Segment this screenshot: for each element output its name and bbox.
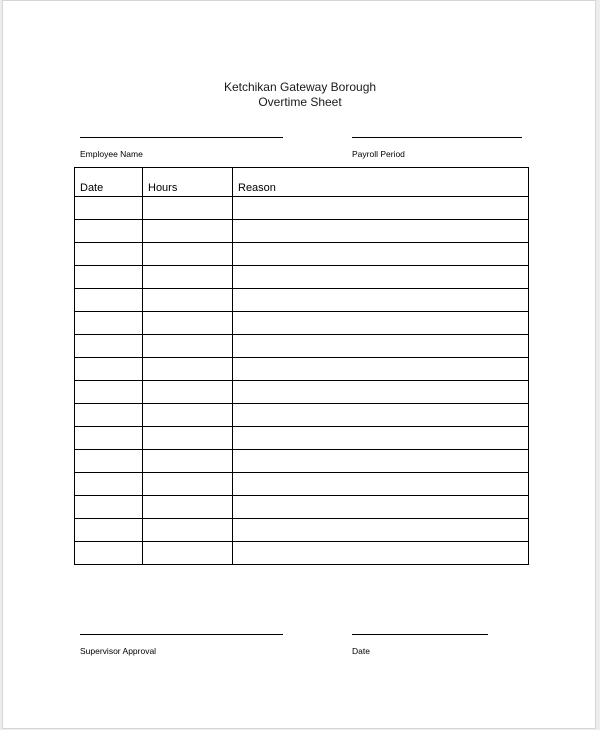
hours-cell[interactable] (143, 404, 233, 427)
overtime-table (74, 167, 529, 565)
reason-cell[interactable] (233, 427, 529, 450)
date-cell[interactable] (75, 427, 143, 450)
reason-cell[interactable] (233, 197, 529, 220)
date-cell[interactable] (75, 450, 143, 473)
table-row (75, 450, 529, 473)
hours-cell[interactable] (143, 243, 233, 266)
date-cell[interactable] (75, 473, 143, 496)
reason-cell[interactable] (233, 381, 529, 404)
date-cell[interactable] (75, 496, 143, 519)
hours-cell[interactable] (143, 496, 233, 519)
table-row (75, 381, 529, 404)
approval-date-label: Date (352, 646, 370, 656)
column-header-hours: Hours (143, 168, 233, 197)
payroll-period-line[interactable] (352, 137, 522, 138)
form-title: Overtime Sheet (258, 95, 342, 109)
hours-cell[interactable] (143, 519, 233, 542)
table-row (75, 289, 529, 312)
table-header-row (75, 168, 529, 197)
table-row (75, 427, 529, 450)
table-row (75, 335, 529, 358)
hours-cell[interactable] (143, 358, 233, 381)
column-header-reason: Reason (233, 168, 529, 197)
reason-cell[interactable] (233, 450, 529, 473)
table-row (75, 266, 529, 289)
reason-cell[interactable] (233, 496, 529, 519)
employee-name-line[interactable] (80, 137, 283, 138)
table-row (75, 519, 529, 542)
hours-cell[interactable] (143, 381, 233, 404)
hours-cell[interactable] (143, 542, 233, 565)
organization-title: Ketchikan Gateway Borough (223, 80, 377, 94)
table-row (75, 542, 529, 565)
reason-cell[interactable] (233, 404, 529, 427)
reason-cell[interactable] (233, 473, 529, 496)
payroll-period-label: Payroll Period (352, 149, 405, 159)
date-cell[interactable] (75, 519, 143, 542)
reason-cell[interactable] (233, 312, 529, 335)
date-cell[interactable] (75, 404, 143, 427)
table-row (75, 197, 529, 220)
hours-cell[interactable] (143, 266, 233, 289)
column-header-date: Date (75, 168, 143, 197)
reason-cell[interactable] (233, 266, 529, 289)
table-row (75, 404, 529, 427)
hours-cell[interactable] (143, 197, 233, 220)
hours-cell[interactable] (143, 335, 233, 358)
date-cell[interactable] (75, 289, 143, 312)
date-cell[interactable] (75, 243, 143, 266)
date-cell[interactable] (75, 312, 143, 335)
reason-cell[interactable] (233, 542, 529, 565)
reason-cell[interactable] (233, 220, 529, 243)
hours-cell[interactable] (143, 289, 233, 312)
approval-date-line[interactable] (352, 634, 488, 635)
table-row (75, 220, 529, 243)
hours-cell[interactable] (143, 220, 233, 243)
reason-cell[interactable] (233, 358, 529, 381)
reason-cell[interactable] (233, 519, 529, 542)
date-cell[interactable] (75, 542, 143, 565)
table-row (75, 312, 529, 335)
date-cell[interactable] (75, 381, 143, 404)
table-row (75, 358, 529, 381)
hours-cell[interactable] (143, 427, 233, 450)
table-row (75, 243, 529, 266)
supervisor-approval-line[interactable] (80, 634, 283, 635)
reason-cell[interactable] (233, 243, 529, 266)
supervisor-approval-label: Supervisor Approval (80, 646, 157, 656)
date-cell[interactable] (75, 266, 143, 289)
reason-cell[interactable] (233, 289, 529, 312)
table-row (75, 473, 529, 496)
date-cell[interactable] (75, 335, 143, 358)
date-cell[interactable] (75, 197, 143, 220)
hours-cell[interactable] (143, 450, 233, 473)
table-row (75, 496, 529, 519)
hours-cell[interactable] (143, 312, 233, 335)
hours-cell[interactable] (143, 473, 233, 496)
employee-name-label: Employee Name (80, 149, 143, 159)
date-cell[interactable] (75, 358, 143, 381)
date-cell[interactable] (75, 220, 143, 243)
reason-cell[interactable] (233, 335, 529, 358)
